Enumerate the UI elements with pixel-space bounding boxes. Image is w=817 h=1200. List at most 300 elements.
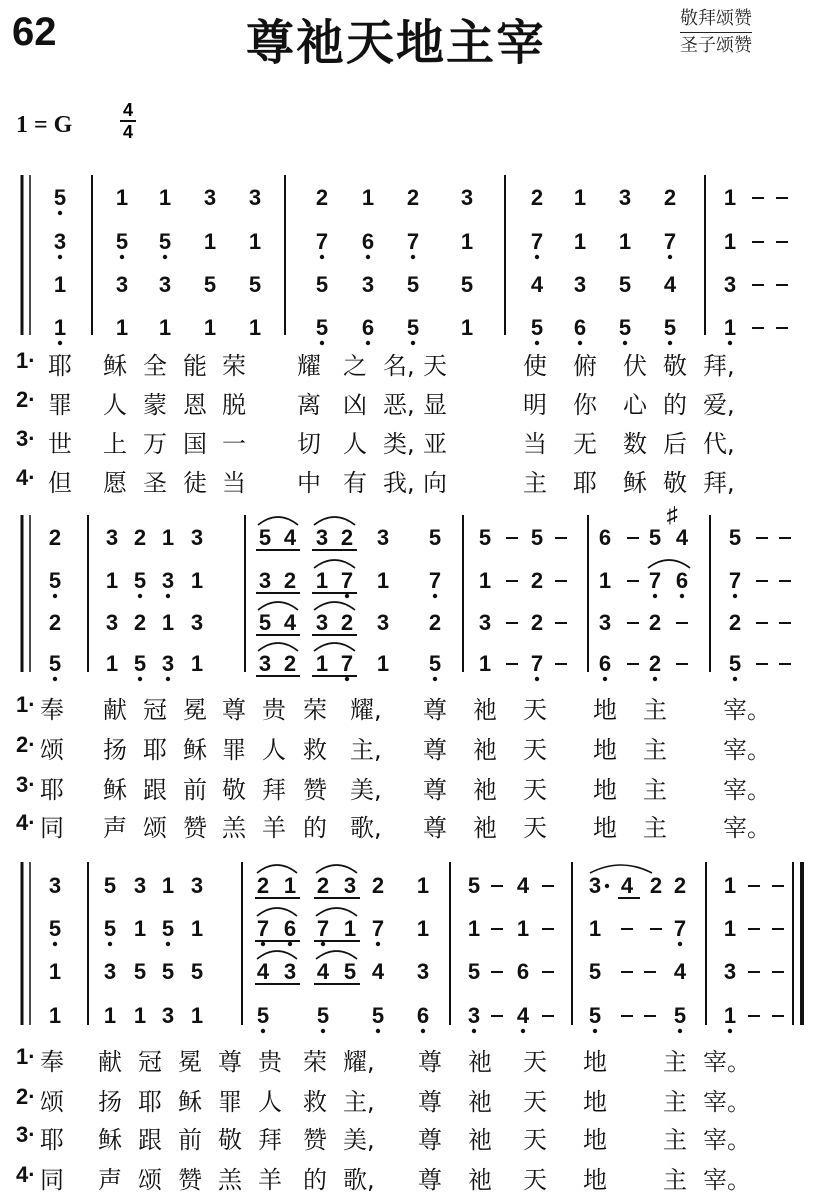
note: 1: [115, 315, 129, 340]
verse-number: 3·: [16, 426, 36, 451]
lyric-syllable: 恶,: [383, 391, 415, 419]
verse-number: 2·: [16, 387, 36, 412]
note: 3: [105, 525, 119, 550]
pickup-note: 5: [53, 185, 67, 210]
octave-dot: [728, 341, 732, 345]
lyric-syllable: 尊: [423, 776, 447, 804]
note: 5: [371, 1003, 385, 1028]
lyric-syllable: 歌,: [343, 1166, 375, 1194]
note: 1: [460, 315, 474, 340]
note: 3: [161, 568, 175, 593]
lyric-syllable: 名,: [383, 352, 415, 380]
note: 3: [190, 525, 204, 550]
lyric-syllable: 主: [643, 736, 667, 764]
octave-dot: [605, 884, 609, 888]
note: 5: [103, 873, 117, 898]
note: 3: [190, 873, 204, 898]
lyric-syllable: 荣: [222, 352, 246, 380]
lyric-syllable: 主,: [343, 1088, 375, 1116]
lyric-syllable: 万: [143, 430, 167, 458]
note: 1: [158, 185, 172, 210]
pickup-note: 3: [53, 229, 67, 254]
note: 1: [343, 916, 357, 941]
note: 5: [428, 525, 442, 550]
octave-dot: [288, 942, 292, 946]
note: 5: [618, 272, 632, 297]
lyric-syllable: 后: [663, 430, 687, 458]
note: 1: [460, 229, 474, 254]
note: 1: [478, 568, 492, 593]
pickup-note: 5: [48, 651, 62, 676]
lyric-syllable: 羔: [222, 814, 246, 842]
note: 4: [663, 272, 677, 297]
note: 2: [315, 185, 329, 210]
note: 2: [648, 610, 662, 635]
note: 7: [340, 651, 354, 676]
lyric-syllable: 上: [103, 430, 127, 458]
lyric-syllable: 主: [643, 696, 667, 724]
slur: [258, 643, 298, 651]
note: 1: [376, 568, 390, 593]
note: 5: [316, 1003, 330, 1028]
lyric-syllable: 拜,: [703, 469, 735, 497]
lyric-syllable: 宰。: [703, 1048, 751, 1076]
octave-dot: [376, 1029, 380, 1033]
note: 7: [315, 229, 329, 254]
slur: [257, 865, 297, 873]
note: 3: [115, 272, 129, 297]
lyric-syllable: 救: [303, 736, 327, 764]
lyric-syllable: 蒙: [143, 391, 167, 419]
lyric-syllable: 拜: [258, 1126, 282, 1154]
lyric-syllable: 颂: [138, 1166, 162, 1194]
lyric-syllable: 耶: [573, 469, 597, 497]
note: 6: [598, 651, 612, 676]
lyric-syllable: 敬: [222, 776, 246, 804]
lyric-syllable: 地: [593, 776, 617, 804]
note: 1: [105, 568, 119, 593]
lyric-syllable: 祂: [468, 1166, 492, 1194]
verse-number: 2·: [16, 732, 36, 757]
octave-dot: [668, 255, 672, 259]
note: 3: [723, 272, 737, 297]
lyric-syllable: 赞: [303, 1126, 327, 1154]
note: 6: [516, 959, 530, 984]
note: 2: [256, 873, 270, 898]
lyric-syllable: 贵: [258, 1048, 282, 1076]
lyric-syllable: 冕: [183, 696, 207, 724]
lyric-syllable: 主: [663, 1048, 687, 1076]
verse-number: 1·: [16, 1044, 36, 1069]
lyric-syllable: 跟: [138, 1126, 162, 1154]
note: 1: [315, 568, 329, 593]
lyric-syllable: 主: [643, 814, 667, 842]
octave-dot: [535, 341, 539, 345]
note: 1: [103, 1003, 117, 1028]
lyric-syllable: 敬: [663, 469, 687, 497]
note: 2: [133, 610, 147, 635]
slur: [258, 517, 298, 525]
slur: [314, 517, 355, 525]
lyric-syllable: 声: [103, 814, 127, 842]
lyric-syllable: 的: [303, 814, 327, 842]
octave-dot: [166, 942, 170, 946]
octave-dot: [680, 594, 684, 598]
lyric-syllable: 地: [593, 736, 617, 764]
note: 1: [573, 185, 587, 210]
octave-dot: [53, 942, 57, 946]
lyric-syllable: 稣: [103, 352, 127, 380]
lyric-syllable: 冠: [143, 696, 167, 724]
slur: [257, 908, 297, 916]
octave-dot: [345, 594, 349, 598]
note: 1: [573, 229, 587, 254]
note: 1: [115, 185, 129, 210]
lyric-syllable: 我,: [383, 469, 415, 497]
lyric-syllable: 凶: [343, 391, 367, 419]
lyric-syllable: 主: [663, 1126, 687, 1154]
note: 2: [428, 610, 442, 635]
verse-number: 1·: [16, 348, 36, 373]
lyric-syllable: 恩: [183, 391, 207, 419]
note: 5: [258, 525, 272, 550]
note: 7: [648, 568, 662, 593]
lyric-syllable: 宰。: [723, 776, 771, 804]
lyric-syllable: 代,: [703, 430, 735, 458]
note: 3: [133, 873, 147, 898]
lyric-syllable: 罪: [222, 736, 246, 764]
octave-dot: [472, 1029, 476, 1033]
lyric-syllable: 祂: [473, 776, 497, 804]
octave-dot: [733, 594, 737, 598]
octave-dot: [120, 255, 124, 259]
note: 1: [133, 1003, 147, 1028]
slur: [316, 951, 357, 959]
octave-dot: [320, 255, 324, 259]
note: 3: [161, 651, 175, 676]
octave-dot: [653, 677, 657, 681]
note: 3: [343, 873, 357, 898]
note: 1: [723, 315, 737, 340]
lyric-syllable: 主,: [350, 736, 382, 764]
lyric-syllable: 使: [523, 352, 547, 380]
slur: [314, 560, 355, 568]
lyric-syllable: 稣: [183, 736, 207, 764]
note: 1: [190, 568, 204, 593]
lyric-syllable: 赞: [178, 1166, 202, 1194]
note: 1: [161, 873, 175, 898]
lyric-syllable: 地: [583, 1048, 607, 1076]
lyric-syllable: 冕: [178, 1048, 202, 1076]
lyric-syllable: 祂: [468, 1088, 492, 1116]
lyric-syllable: 罪: [48, 391, 72, 419]
note: 2: [316, 873, 330, 898]
lyric-syllable: 羔: [218, 1166, 242, 1194]
note: 1: [588, 916, 602, 941]
octave-dot: [138, 677, 142, 681]
lyric-syllable: 前: [183, 776, 207, 804]
lyric-syllable: 尊: [418, 1126, 442, 1154]
note: 5: [467, 873, 481, 898]
lyric-syllable: 荣: [303, 696, 327, 724]
octave-dot: [261, 1029, 265, 1033]
octave-dot: [535, 255, 539, 259]
lyric-syllable: 尊: [423, 696, 447, 724]
octave-dot: [53, 594, 57, 598]
lyric-syllable: 亚: [423, 430, 447, 458]
note: 4: [673, 959, 687, 984]
note: 5: [588, 959, 602, 984]
octave-dot: [678, 1029, 682, 1033]
note: 7: [371, 916, 385, 941]
lyric-syllable: 荣: [303, 1048, 327, 1076]
note: 1: [723, 229, 737, 254]
note: 2: [406, 185, 420, 210]
lyric-syllable: 天: [523, 736, 547, 764]
note: 3: [258, 651, 272, 676]
lyric-syllable: 数: [623, 430, 647, 458]
note: 1: [203, 229, 217, 254]
lyric-syllable: 地: [583, 1126, 607, 1154]
note: 7: [673, 916, 687, 941]
note: 2: [530, 568, 544, 593]
lyric-syllable: 主: [663, 1088, 687, 1116]
note: 1: [416, 916, 430, 941]
note: 3: [460, 185, 474, 210]
octave-dot: [376, 942, 380, 946]
lyric-syllable: 耶: [143, 736, 167, 764]
note: 2: [340, 610, 354, 635]
verse-number: 3·: [16, 772, 36, 797]
lyric-syllable: 跟: [143, 776, 167, 804]
note: 7: [256, 916, 270, 941]
pickup-note: 2: [48, 610, 62, 635]
sharp-sign: ♯: [666, 502, 678, 527]
pickup-note: 1: [48, 1003, 62, 1028]
note: 5: [406, 315, 420, 340]
note: 7: [728, 568, 742, 593]
lyric-syllable: 祂: [468, 1048, 492, 1076]
slur: [590, 865, 652, 873]
note: 7: [340, 568, 354, 593]
lyric-syllable: 的: [663, 391, 687, 419]
note: 2: [530, 185, 544, 210]
slur: [316, 865, 357, 873]
lyric-syllable: 羊: [258, 1166, 282, 1194]
note: 5: [315, 272, 329, 297]
note: 1: [161, 610, 175, 635]
lyric-syllable: 祂: [473, 736, 497, 764]
lyric-syllable: 献: [103, 696, 127, 724]
lyric-syllable: 颂: [143, 814, 167, 842]
octave-dot: [593, 1029, 597, 1033]
lyric-syllable: 徒: [183, 469, 207, 497]
note: 4: [675, 525, 689, 550]
lyric-syllable: 颂: [40, 736, 64, 764]
lyric-syllable: 耶: [40, 1126, 64, 1154]
note: 3: [105, 610, 119, 635]
note: 1: [376, 651, 390, 676]
lyric-syllable: 尊: [423, 736, 447, 764]
lyric-syllable: 无: [573, 430, 597, 458]
lyric-syllable: 罪: [218, 1088, 242, 1116]
lyric-syllable: 伏: [623, 352, 647, 380]
note: 6: [361, 315, 375, 340]
octave-dot: [53, 677, 57, 681]
note: 5: [530, 315, 544, 340]
pickup-note: 1: [53, 272, 67, 297]
lyric-syllable: 天: [523, 1166, 547, 1194]
note: 1: [203, 315, 217, 340]
note: 5: [428, 651, 442, 676]
note: 1: [723, 916, 737, 941]
note: 5: [133, 959, 147, 984]
note: 5: [161, 916, 175, 941]
lyric-syllable: 离: [297, 391, 321, 419]
note: 1: [190, 916, 204, 941]
note: 1: [361, 185, 375, 210]
note: 5: [161, 959, 175, 984]
note: 7: [406, 229, 420, 254]
lyric-syllable: 前: [178, 1126, 202, 1154]
note: 7: [316, 916, 330, 941]
lyric-syllable: 切: [297, 430, 321, 458]
pickup-note: 5: [48, 568, 62, 593]
note: 3: [161, 1003, 175, 1028]
slur: [314, 643, 355, 651]
lyric-syllable: 人: [258, 1088, 282, 1116]
octave-dot: [411, 255, 415, 259]
lyric-syllable: 显: [423, 391, 447, 419]
lyric-syllable: 世: [48, 430, 72, 458]
lyric-syllable: 耶: [40, 776, 64, 804]
lyric-syllable: 尊: [423, 814, 447, 842]
lyric-syllable: 但: [48, 469, 72, 497]
lyric-syllable: 尊: [418, 1048, 442, 1076]
lyric-syllable: 扬: [103, 736, 127, 764]
note: 1: [190, 1003, 204, 1028]
note: 5: [158, 229, 172, 254]
verse-number: 1·: [16, 692, 36, 717]
note: 5: [478, 525, 492, 550]
note: 6: [416, 1003, 430, 1028]
note: 3: [103, 959, 117, 984]
note: 2: [371, 873, 385, 898]
lyric-syllable: 赞: [303, 776, 327, 804]
verse-number: 4·: [16, 465, 36, 490]
lyric-syllable: 奉: [40, 696, 64, 724]
lyric-syllable: 地: [593, 696, 617, 724]
note: 1: [161, 525, 175, 550]
lyric-syllable: 拜,: [703, 352, 735, 380]
note: 1: [248, 315, 262, 340]
slur: [257, 951, 297, 959]
note: 4: [516, 1003, 530, 1028]
lyric-syllable: 宰。: [723, 696, 771, 724]
note: 3: [283, 959, 297, 984]
pickup-note: 1: [48, 959, 62, 984]
octave-dot: [166, 677, 170, 681]
note: 1: [158, 315, 172, 340]
lyric-syllable: 耶: [138, 1088, 162, 1116]
hymn-title: 尊祂天地主宰: [246, 15, 547, 71]
lyric-syllable: 扬: [98, 1088, 122, 1116]
lyric-syllable: 一: [222, 430, 246, 458]
lyric-syllable: 人: [343, 430, 367, 458]
lyric-syllable: 羊: [262, 814, 286, 842]
pickup-note: 5: [48, 916, 62, 941]
octave-dot: [668, 341, 672, 345]
note: 4: [316, 959, 330, 984]
note: 7: [530, 229, 544, 254]
lyric-syllable: 明: [523, 391, 547, 419]
octave-dot: [58, 211, 62, 215]
note: 4: [516, 873, 530, 898]
lyric-syllable: 向: [423, 469, 447, 497]
octave-dot: [421, 1029, 425, 1033]
lyric-syllable: 心: [623, 391, 647, 419]
lyric-syllable: 稣: [103, 776, 127, 804]
note: 2: [283, 568, 297, 593]
octave-dot: [320, 341, 324, 345]
note: 2: [340, 525, 354, 550]
note: 1: [516, 916, 530, 941]
note: 3: [203, 185, 217, 210]
lyric-syllable: 地: [593, 814, 617, 842]
note: 5: [618, 315, 632, 340]
lyric-syllable: 类,: [383, 430, 415, 458]
pickup-note: 3: [48, 873, 62, 898]
note: 3: [467, 1003, 481, 1028]
meter-top: 4: [122, 100, 133, 120]
note: 5: [190, 959, 204, 984]
lyric-syllable: 天: [523, 1126, 547, 1154]
lyric-syllable: 地: [583, 1166, 607, 1194]
pickup-note: 2: [48, 525, 62, 550]
key-signature: 1 = G: [16, 112, 73, 138]
note: 5: [673, 1003, 687, 1028]
note: 7: [663, 229, 677, 254]
note: 7: [530, 651, 544, 676]
octave-dot: [58, 255, 62, 259]
note: 1: [598, 568, 612, 593]
note: 3: [618, 185, 632, 210]
note: 5: [258, 610, 272, 635]
note: 3: [190, 610, 204, 635]
note: 5: [203, 272, 217, 297]
note: 5: [343, 959, 357, 984]
lyric-syllable: 尊: [218, 1048, 242, 1076]
note: 3: [416, 959, 430, 984]
note: 5: [648, 525, 662, 550]
lyric-syllable: 主: [663, 1166, 687, 1194]
note: 2: [530, 610, 544, 635]
octave-dot: [138, 594, 142, 598]
lyric-syllable: 能: [183, 352, 207, 380]
lyric-syllable: 宰。: [723, 736, 771, 764]
lyric-syllable: 祂: [473, 696, 497, 724]
note: 1: [105, 651, 119, 676]
lyric-syllable: 宰。: [703, 1126, 751, 1154]
lyric-syllable: 宰。: [703, 1166, 751, 1194]
note: 3: [248, 185, 262, 210]
slur: [316, 908, 357, 916]
octave-dot: [366, 255, 370, 259]
lyric-syllable: 献: [98, 1048, 122, 1076]
category-1: 敬拜颂赞: [680, 6, 752, 33]
octave-dot: [411, 341, 415, 345]
octave-dot: [603, 677, 607, 681]
